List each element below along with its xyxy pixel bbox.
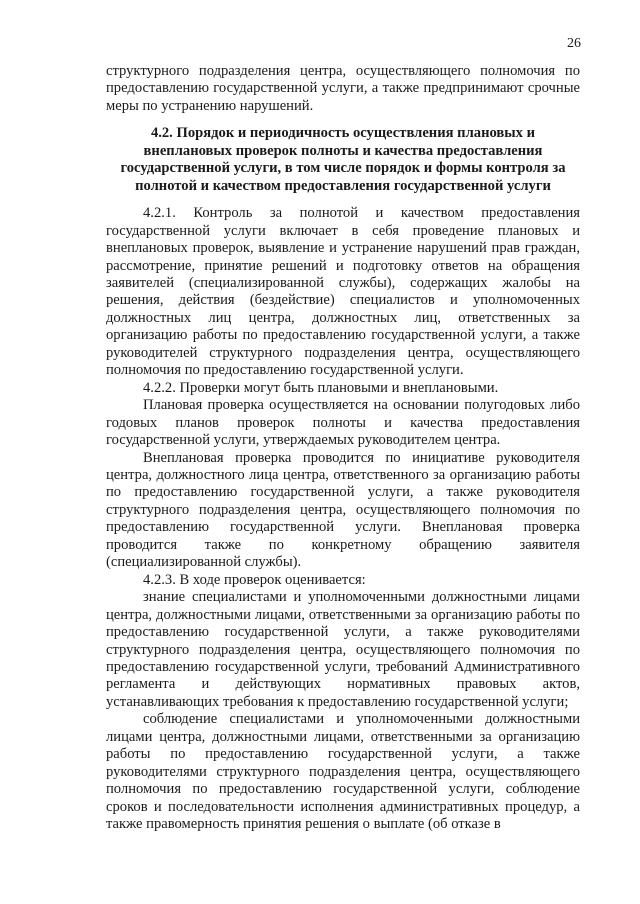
paragraph-planned-inspection: Плановая проверка осуществляется на основании полугодовых либо годовых планов проверок полноты и качества предоставления государственной услуги, утверждаемых руководителем центра. — [106, 397, 580, 449]
paragraph-knowledge: знание специалистами и уполномоченными должностными лицами центра, должностными лицами, ответственными за организацию работы по предоставлению государственной услуги, а также руководителями структурного подразделения центра, осуществляющего полномочия по предоставлению государственной услуги, требований Административного регламента и действующих нормативных правовых актов, устанавливающих требования к предоставлению государственной услуги; — [106, 589, 580, 710]
page-number: 26 — [567, 36, 581, 51]
section-heading: 4.2. Порядок и периодичность осуществления плановых и внеплановых проверок полноты и качества предоставления государственной услуги, в том числе порядок и формы контроля за полнотой и качеством предоставления государственной услуги — [120, 125, 566, 194]
paragraph-4-2-1: 4.2.1. Контроль за полнотой и качеством предоставления государственной услуги включает в себя проведение плановых и внеплановых проверок, выявление и устранение нарушений прав граждан, рассмотрение, принятие решений и подготовку ответов на обращения заявителей (специализированной службы), содержащих жалобы на решения, действия (бездействие) специалистов и уполномоченных должностных лиц центра, должностных лиц, ответственных за организацию работы по предоставлению государственной услуги, а также руководителей структурного подразделения центра, осуществляющего полномочия по предоставлению государственной услуги. — [106, 205, 580, 379]
paragraph-unplanned-inspection: Внеплановая проверка проводится по инициативе руководителя центра, должностного лица центра, ответственного за организацию работы по предоставлению государственной услуги, а также руководителя структурного подразделения центра, осуществляющего полномочия по предоставлению государственной услуги. Внеплановая проверка проводится также по конкретному обращению заявителя (специализированной службы). — [106, 449, 580, 571]
paragraph-4-2-2: 4.2.2. Проверки могут быть плановыми и внеплановыми. — [143, 379, 499, 396]
intro-paragraph: структурного подразделения центра, осуществляющего полномочия по предоставлению государственной услуги, а также предпринимают срочные меры по устранению нарушений. — [106, 63, 580, 114]
paragraph-compliance: соблюдение специалистами и уполномоченными должностными лицами центра, должностными лицами, ответственными за организацию работы по предоставлению государственной услуги, а также руководителями структурного подразделения центра, осуществляющего полномочия по предоставлению государственной услуги, соблюдение сроков и последовательности исполнения административных процедур, а также правомерность принятия решения о выплате (об отказе в — [106, 711, 580, 833]
document-body — [106, 63, 580, 833]
paragraph-4-2-3: 4.2.3. В ходе проверок оценивается: — [143, 571, 366, 588]
